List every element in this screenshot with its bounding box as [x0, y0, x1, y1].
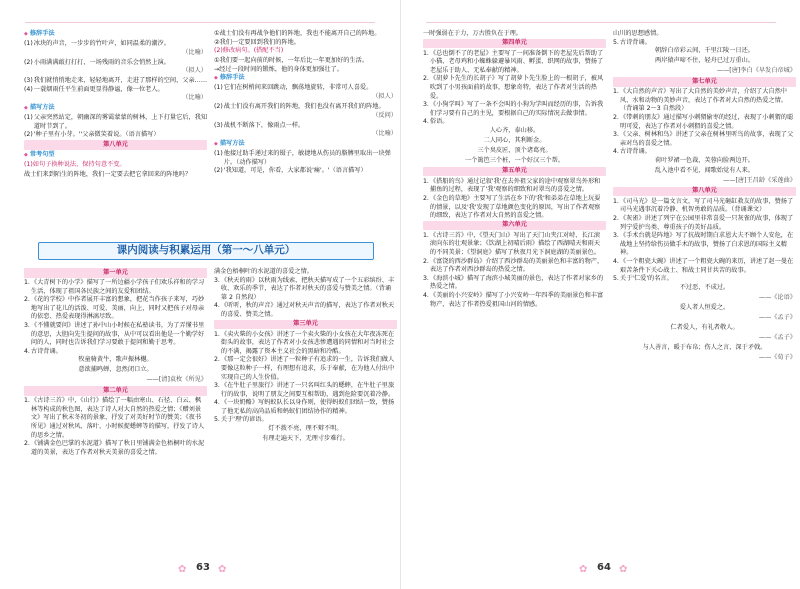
item-text: 《那一定会很好》讲述了一粒种子有追求的一生，告诉我们做人要像这粒种子一样，有理想有追求，乐于奉献，在为他人付出中实现自己的人生价值。: [220, 356, 395, 381]
poem-line: 与人善言，暖于布帛；伤人之言，深于矛戟。: [642, 343, 767, 351]
poem-line: 朝辞白帝彩云间，千里江陵一日还。: [655, 47, 754, 55]
item-text: 山川的思想感情。: [613, 30, 663, 37]
item-text: 《胡萝卜先生的长胡子》写了胡萝卜先生脸上的一根胡子，被风吹到了小男孩面前的故事，想象奇特，表达了作者对生活的热爱。: [429, 75, 604, 100]
item-number: 4.: [423, 291, 429, 299]
item-text: 《美丽的小兴安岭》描写了小兴安岭一年四季的美丽景色和丰富物产，表达了作者热爱祖国山河的情感。: [429, 291, 604, 308]
item-number: 2.: [24, 296, 30, 304]
item-text: 《小狗学叫》写了一条不会叫的小狗为学叫而经历的事，告诉我们学习要有自己的主见，要根据自己的实际情况去做事情。: [429, 101, 604, 117]
item-number: (2): [24, 58, 33, 66]
text-item: [24, 131, 207, 140]
item-number: 5.: [613, 38, 619, 46]
poem-line: 二人同心，其利断金。: [483, 136, 546, 144]
item-text: 《金色的草地》主要写了生活在乡下的'我'和弟弟在草地上玩耍的情景，以及'我'发现了草地颜色变化的原因，写出了作者观察的细致，表达了作者对大自然的喜爱之情。: [429, 195, 601, 220]
unit-header: 第八单元: [24, 140, 207, 150]
item-text: 古诗背诵。: [619, 38, 651, 46]
palm-icon: ✿: [579, 564, 588, 575]
item-number: 3.: [613, 131, 619, 139]
source-citation: ——《孟子》: [758, 333, 796, 341]
text-item: [24, 171, 207, 180]
item-number: 2.: [214, 356, 220, 364]
item-text: 《花的学校》中作者展开丰富的想象，把花当作孩子来写，巧妙地写出了花儿的活泼、可爱、美丽，向上，同时又把孩子对母亲的依恋、热爱表现得淋漓尽致。: [30, 296, 205, 321]
text-item: [214, 302, 397, 319]
item-number: 2.: [613, 113, 619, 121]
text-item: [214, 331, 397, 357]
section-banner: 课内阅读与积累运用（第一～八单元）: [38, 242, 374, 260]
text-item: [423, 178, 606, 195]
text-item: [214, 167, 397, 176]
text-item: [613, 215, 796, 232]
text-item: [613, 30, 796, 39]
item-text: 战机不断落下，像雨点一样。: [223, 121, 305, 129]
unit-header: 第五单元: [423, 167, 606, 177]
item-number: (2): [214, 167, 223, 175]
poem-line: 有理走遍天下，无理寸步难行。: [262, 435, 349, 443]
text-item: [423, 101, 606, 118]
item-number: 2.: [423, 75, 429, 83]
right-page: [400, 0, 800, 589]
palm-icon: ✿: [178, 564, 187, 575]
right-column-1: [423, 30, 606, 309]
unit-header: 第八单元: [613, 187, 796, 197]
text-item: [423, 195, 606, 221]
item-number: (1): [24, 114, 33, 122]
item-text: '我知道，可是，你看，大家都说'痛'。'（语言描写）: [223, 167, 367, 175]
item-text: 《听听，秋的声音》通过对秋天声音的描写，表达了作者对秋天的喜爱、赞美之情。: [220, 302, 395, 318]
item-number: 5.: [214, 416, 220, 424]
item-number: (2): [24, 131, 33, 139]
item-number: 1.: [613, 88, 619, 96]
item-number: 3.: [423, 274, 429, 282]
text-item: [24, 440, 207, 457]
text-item: [24, 59, 207, 68]
source-citation: ——[唐]王昌龄《采莲曲》: [723, 176, 796, 184]
text-item: [214, 268, 397, 277]
item-number: (3): [24, 77, 33, 85]
item-text: 一蓑烟雨任平生前面更显得静谧，像一位老人。: [33, 85, 164, 93]
item-text: 《总也倒不了的老屋》主要写了一间准备倒下的老屋先后帮助了小猫、老母鸡和小蜘蛛躲避暴风雨、孵蛋、织网的故事，赞扬了老屋乐于助人、无私奉献的精神。: [429, 49, 604, 74]
unit-header: 第一单元: [24, 268, 207, 278]
item-text: 满金色梧桐叶的水泥道的喜爱之情。: [214, 268, 313, 275]
item-number: 1.: [24, 278, 30, 286]
text-item: [423, 275, 606, 292]
item-text: 古诗背诵。: [30, 347, 62, 355]
poem-line: 两岸猿声啼不住，轻舟已过万重山。: [655, 57, 754, 65]
item-text: 一时强弱在于力，万古胜负在于理。: [423, 30, 522, 37]
item-number: 3.: [24, 321, 30, 329]
item-number: 4.: [24, 347, 30, 355]
text-item: [214, 399, 397, 416]
text-item: [613, 275, 796, 284]
item-text: 小雨满满敲打打打，一场残雨的音乐会悄然上演。: [33, 58, 170, 66]
item-number: (3): [214, 121, 223, 129]
item-text: 他接过助手递过来的镊子，敏捷地从伤员的胳膊里取出一块弹片。（动作描写）: [223, 150, 391, 166]
text-item: [423, 30, 606, 39]
poem-line: 乱入池中看不见，闻歌始觉有人来。: [655, 166, 754, 174]
item-number: 1.: [423, 177, 429, 185]
item-text: 战士们来到陌生的阵地，我们一定要去把它拿回来的阵地吗？: [24, 171, 192, 179]
item-text: 父亲突然站定，朝幽深的雾霭蒙蒙的树林，上下打量它后，我知道时节到了。: [33, 114, 208, 130]
item-number: 5.: [613, 275, 619, 283]
text-item: [24, 40, 207, 49]
source-citation: ——[唐]李白《早发白帝城》: [716, 67, 796, 75]
item-text: 《古诗三首》中，《望天门山》写出了天门山夹江对峙、长江滚滚向东的壮观景象；《饮湖上初晴后雨》描绘了西湖晴天和雨天的不同美景；《望洞庭》描写了秋夜月光下洞庭湖的美丽景色。: [429, 231, 601, 256]
item-number: (1): [214, 150, 223, 158]
text-item: [214, 277, 397, 303]
text-item: [214, 39, 397, 48]
item-number: 2.: [423, 195, 429, 203]
item-text: 《灰雀》讲述了列宁在公园里非常喜爱一只灰雀的故事，体现了列宁爱护鸟类、尊重孩子的美好品质。: [619, 215, 794, 231]
left-column-2: [214, 30, 397, 176]
text-item: [24, 322, 207, 348]
text-item: [613, 148, 796, 157]
item-text: 《带刺的朋友》通过描写小刺猬偷枣的经过，表现了小刺猬的聪明可爱，表达了作者对小刺猬的喜爱之情。: [619, 113, 794, 130]
unit-header: 第四单元: [423, 39, 606, 49]
item-text: 战士们没有离开我们的阵地，我们也没有离开我们的阵地。: [223, 102, 385, 110]
item-text: ②我们一定要回到我们的阵地。: [214, 38, 300, 46]
item-number: 1.: [423, 231, 429, 239]
item-number: (1): [24, 39, 33, 47]
text-item: [613, 88, 796, 114]
item-number: 4.: [214, 302, 220, 310]
item-number: 1.: [214, 330, 220, 338]
text-item: [423, 292, 606, 309]
item-text: '种子里有小芽。''父亲微笑着说。（语言描写）: [33, 131, 160, 139]
item-text: ①战士们没有再战争他们的阵地，我也不能离开自己的阵地。: [214, 30, 381, 37]
text-item: [423, 232, 606, 258]
palm-icon: ✿: [218, 564, 227, 575]
poem-line: 不过恶，不成过。: [679, 283, 730, 291]
text-item: [24, 114, 207, 131]
poem-line: 牧童骑黄牛，歌声振林樾。: [78, 356, 153, 364]
item-number: 3.: [214, 382, 220, 390]
source-citation: （拟人）: [182, 67, 207, 75]
item-text: 《卖火柴的小女孩》讲述了一个卖火柴的小女孩在大年夜冻死在街头的故事，表达了作者对小女孩悲惨遭遇的同情和对当时社会的不满，揭露了资本主义社会的黑暗和冷酷。: [220, 330, 395, 355]
source-citation: （拟人）: [372, 92, 397, 100]
text-item: [613, 114, 796, 131]
item-text: 《搭船的鸟》通过记叙'我'在去外祖父家的途中观察翠鸟外形和捕鱼的过程，表现了'我'观察的细致和对翠鸟的喜爱之情。: [429, 177, 601, 194]
item-number: 4.: [613, 148, 619, 156]
item-number: 1.: [24, 397, 30, 405]
item-text: 关于'理'的谚语。: [220, 416, 268, 424]
item-text: 《富饶的西沙群岛》介绍了西沙群岛的美丽景色和丰富的物产，表达了作者对西沙群岛的热爱之情。: [429, 257, 604, 274]
text-item: [24, 86, 207, 95]
poem-line: 一个篱笆三个桩，一个好汉三个帮。: [465, 156, 564, 164]
item-number: 2.: [423, 257, 429, 265]
poem-line: 人心齐，泰山移。: [489, 126, 540, 134]
item-number: 4.: [613, 257, 619, 265]
text-item: [613, 131, 796, 148]
text-item: [613, 232, 796, 258]
text-item: [214, 30, 397, 39]
source-citation: ——《孟子》: [758, 313, 796, 321]
poem-line: 意欲捕鸣蝉，忽然闭口立。: [78, 366, 153, 374]
source-citation: （比喻）: [372, 130, 397, 138]
exercise-heading: (2)修改病句。(搭配不当): [214, 47, 284, 55]
poem-line: 灯不拨不亮，理不辩不明。: [268, 425, 343, 433]
item-text: 《古诗三首》中，《山行》描绘了一幅由寒山、石径、白云、枫林等构成的秋色图，表达了诗人对大自然的热爱之情；《赠刘景文》写出了秋末冬初的景象，抒发了对美好时节的赞美；《夜书所见》通过对秋风、落叶、小时候捉蟋蟀等的描写，抒发了诗人的思乡之情。: [30, 397, 205, 439]
text-item: [214, 103, 397, 112]
text-item: [214, 382, 397, 399]
page-number: 63: [196, 562, 210, 573]
item-number: 1.: [423, 49, 429, 57]
right-column-2: [613, 30, 796, 364]
item-number: 4.: [214, 399, 220, 407]
subsection-tag: ◆ 修辞手法: [24, 30, 207, 39]
text-item: [24, 279, 207, 296]
source-citation: （反问）: [372, 111, 397, 119]
text-item: [24, 397, 207, 440]
item-text: 《父亲、树林和鸟》讲述了父亲在树林里听鸟的故事，表现了父亲对鸟的喜爱之情。: [619, 131, 794, 147]
item-number: (1): [214, 84, 223, 92]
item-number: 3.: [613, 232, 619, 240]
item-text: 《海滨小城》描写了海滨小城美丽的景色，表达了作者对家乡的热爱之情。: [429, 274, 604, 291]
left-column-1: [24, 30, 207, 180]
unit-header: 第三单元: [214, 320, 397, 330]
text-item: [214, 57, 397, 66]
item-text: 关于'仁爱'的名言。: [619, 275, 673, 283]
text-item: [423, 118, 606, 127]
item-number: 3.: [423, 101, 429, 109]
item-number: 1.: [613, 197, 619, 205]
item-text: 《在牛肚子里旅行》讲述了一只名叫红头的蟋蟀，在牛肚子里旅行的故事，说明了朋友之间要互相帮助，遇到危险要沉着冷静。: [220, 382, 395, 398]
text-item: [613, 198, 796, 215]
subsection-tag: ◆ 修辞手法: [214, 74, 397, 83]
item-number: 4.: [423, 118, 429, 126]
unit-header: 第七单元: [613, 77, 796, 87]
text-item: [24, 77, 207, 86]
text-item: [613, 258, 796, 275]
item-text: 古诗背诵。: [619, 148, 651, 156]
item-text: 我们就悄悄地走来，轻轻地离开，走进了那样的空间，父亲……: [33, 77, 208, 85]
item-text: ①我们要一起向前的时候，一年后比一年更加好的生活。: [214, 57, 369, 65]
top-rule: [25, 22, 375, 23]
item-number: 3.: [214, 276, 220, 284]
text-item: [214, 84, 397, 93]
source-citation: ——《论语》: [758, 293, 796, 301]
text-item: [613, 39, 796, 48]
item-text: 《大青树下的小学》描写了一所边疆小学孩子们欢乐祥和的学习生活，体现了祖国各民族之间的友爱和团结。: [30, 278, 205, 295]
top-rule: [426, 22, 776, 23]
text-item: [24, 296, 207, 322]
item-text: 《大自然的声音》写出了大自然的美妙声音，介绍了大自然中风、水和动物的美妙声音，表达了作者对大自然的热爱之情。（背诵第 2～3 自然段）: [619, 88, 787, 113]
item-text: 《手术台就是阵地》写了抗战时期白求恩大夫不顾个人安危，在战地上坚持给伤员做手术的故事，赞扬了白求恩的国际主义精神。: [619, 232, 794, 257]
source-citation: （比喻）: [182, 94, 207, 102]
source-citation: ——[清]袁枚《所见》: [146, 376, 207, 384]
item-text: 《铺满金色巴掌的水泥道》描写了秋日里铺满金色梧桐叶的水泥道的美景，表达了作者对秋天美景的喜爱之情。: [30, 440, 205, 456]
item-number: 2.: [24, 440, 30, 448]
source-citation: （比喻）: [182, 48, 207, 56]
text-item: [214, 416, 397, 425]
item-text: →经过一段时间的锻炼，他的身体更加强壮了。: [214, 65, 343, 73]
text-item: [423, 258, 606, 275]
poem-line: 三个臭皮匠，顶个诸葛亮。: [477, 146, 552, 154]
left-column-3: [24, 268, 207, 457]
poem-line: 荷叶罗裙一色裁，芙蓉向脸两边开。: [655, 156, 754, 164]
source-citation: ——《荀子》: [758, 353, 796, 361]
left-column-4: [214, 268, 397, 445]
poem-line: 爱人者人恒爱之。: [679, 303, 730, 311]
item-text: 《司马光》是一篇文言文，写了司马光砸缸救友的故事，赞扬了司马光遇事沉着冷静、机智勇敢的品质。（背诵课文）: [619, 197, 794, 214]
text-item: [214, 150, 397, 167]
item-text: 它们在树梢间来回跳动，飘荡地旋转，非常可人喜爱。: [223, 84, 373, 92]
unit-header: 第六单元: [423, 221, 606, 231]
item-text: 冰块的声音，一步步的竹叶声，如同温柔的潮汐。: [33, 39, 170, 47]
item-number: (2): [214, 102, 223, 110]
unit-header: 第二单元: [24, 386, 207, 396]
exercise-heading: (1)如句子换种说法，保持句意不变。: [24, 161, 126, 169]
item-number: (4): [24, 85, 33, 93]
page-number: 64: [597, 562, 611, 573]
poem-line: 仁者爱人，有礼者敬人。: [670, 323, 739, 331]
subsection-tag: ◆ 描写方法: [214, 140, 397, 149]
text-item: [423, 50, 606, 76]
subsection-tag: ◆ 描写方法: [24, 104, 207, 113]
text-item: [423, 75, 606, 101]
item-text: 俗语。: [429, 118, 449, 126]
item-text: 《秋天的雨》以秋雨为线索，把秋天描写成了一个五彩缤纷、丰收、欢乐的季节，表达了作者对秋天的喜爱与赞美之情。（背诵第 2 自然段）: [220, 276, 395, 301]
item-text: 《不懂就要问》讲述了孙中山小时候在私塾读书，为了弄懂书里的意思，大胆向先生提问的故事，从中可以看出他是一个勤学好问的人，同时也告诉我们学习要敢于提问和勤于思考。: [30, 321, 205, 347]
text-item: [214, 356, 397, 382]
text-item: [214, 122, 397, 131]
item-text: 《一个粗瓷大碗》讲述了一个粗瓷大碗的来历，讲述了赵一曼在艰苦条件下关心战士、和战士同甘共苦的故事。: [619, 257, 794, 274]
item-text: 《一块奶酪》写蚂蚁队长以身作则，使得蚂蚁们团结一致，赞扬了他无私的高尚品质和蚂蚁们团结协作的精神。: [220, 399, 395, 415]
palm-icon: ✿: [619, 564, 628, 575]
item-number: 2.: [613, 215, 619, 222]
subsection-tag: ◆ 常考句型: [24, 151, 207, 160]
